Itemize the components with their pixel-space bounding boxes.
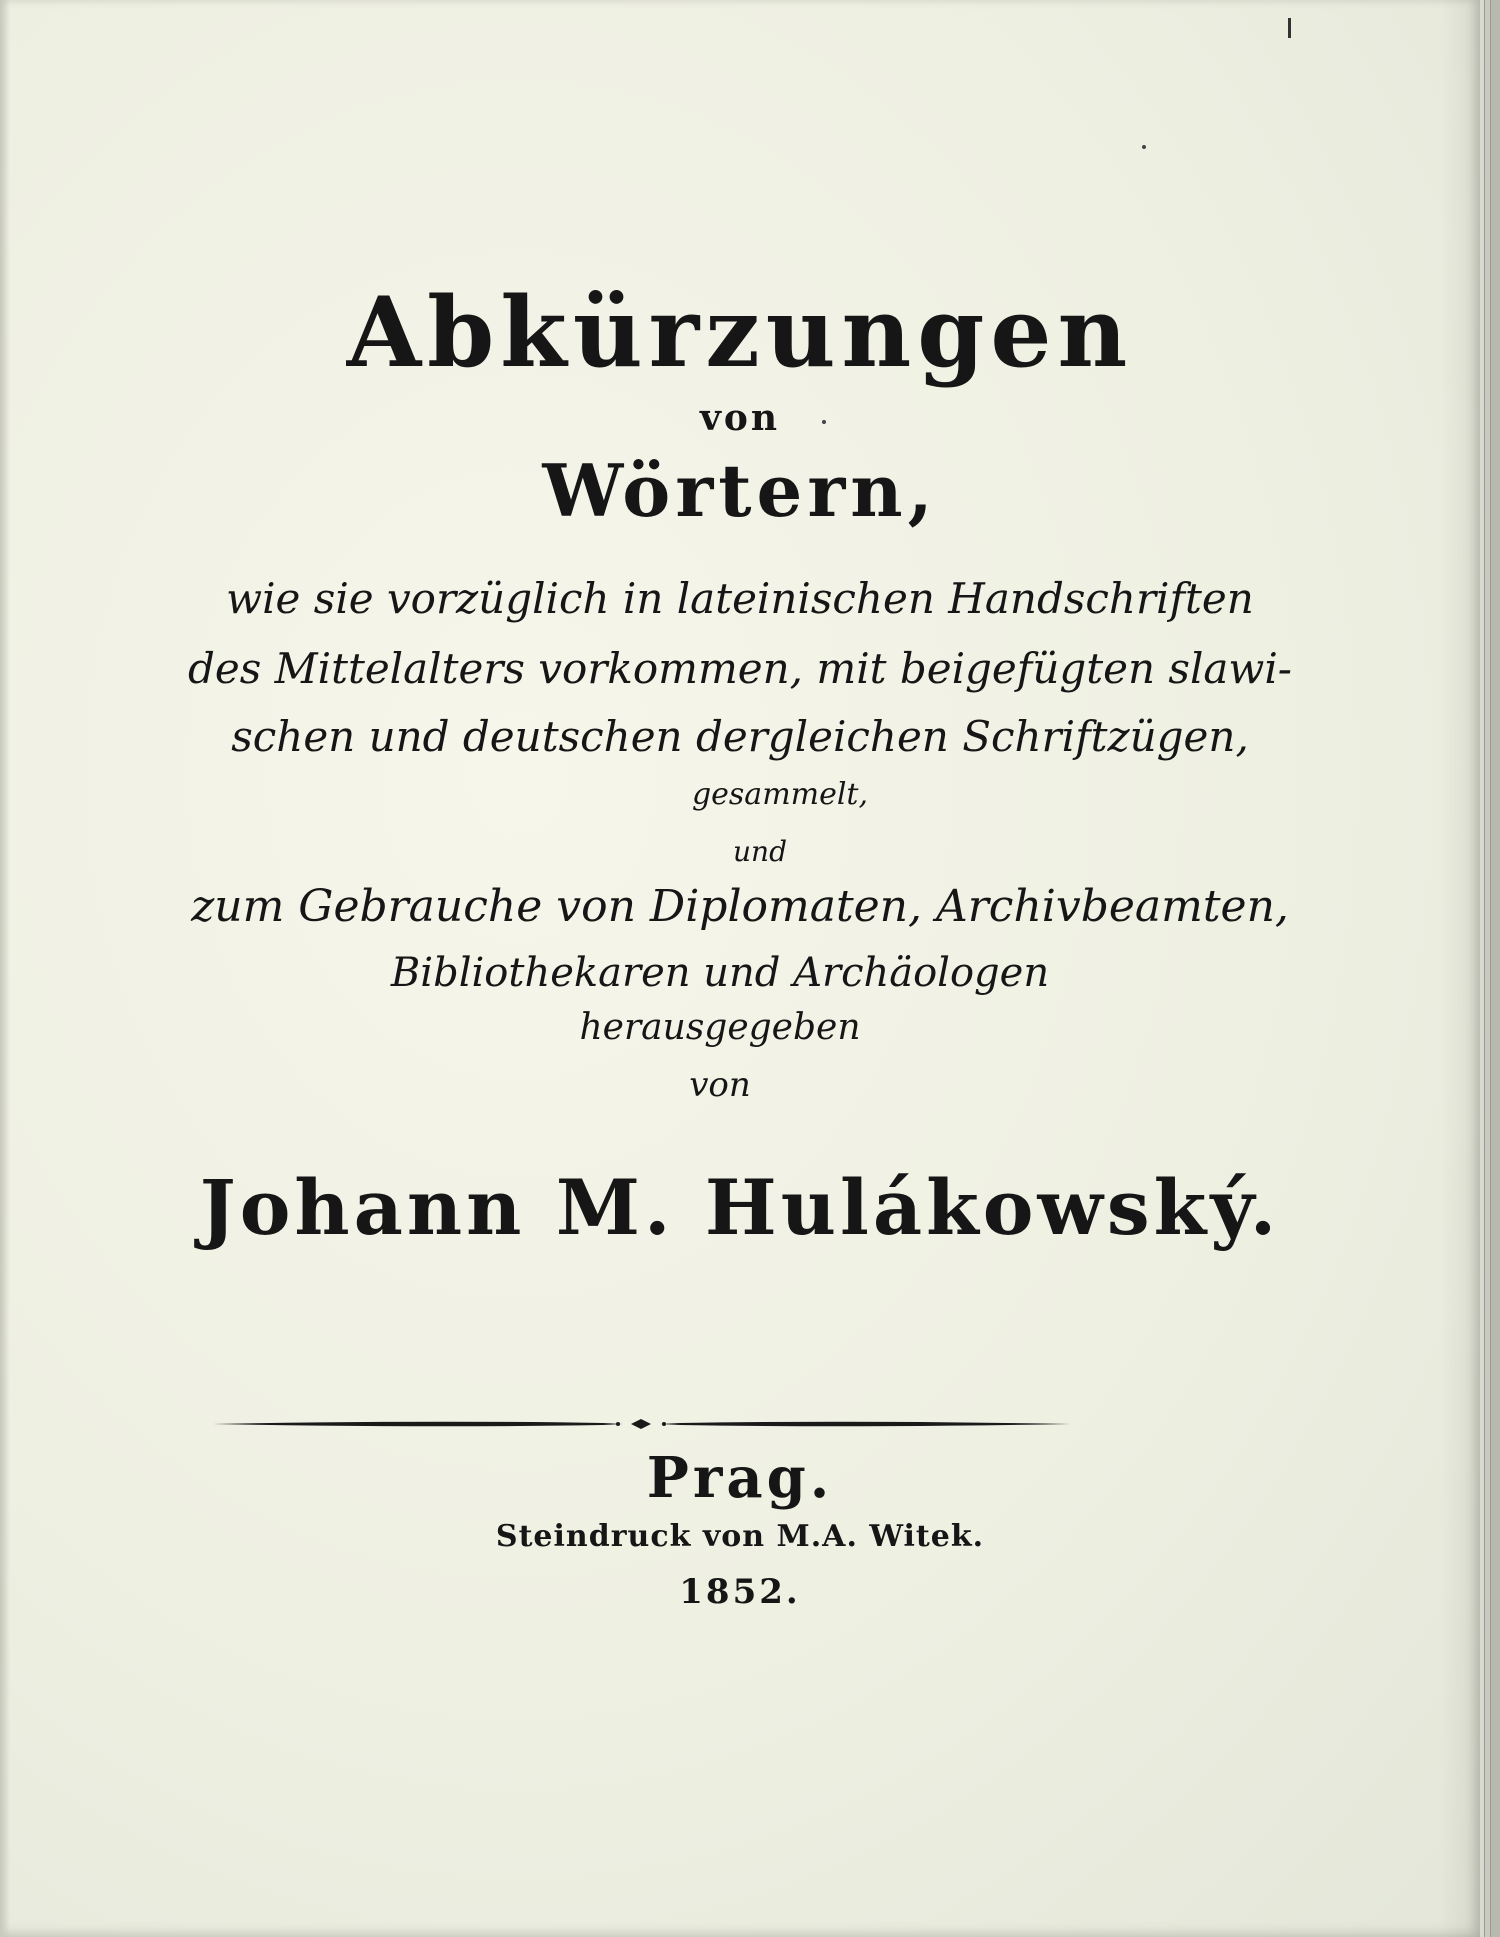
description-line-1: wie sie vorzüglich in lateinischen Handschriften — [226, 574, 1254, 623]
ink-dot — [1142, 145, 1146, 149]
und-word: und — [733, 835, 787, 868]
usage-line-2: Bibliothekaren und Archäologen — [390, 950, 1050, 996]
description-line-2: des Mittelalters vorkommen, mit beigefügten slawi- — [187, 644, 1293, 693]
ornamental-divider — [213, 1418, 1070, 1430]
subtitle-word: Wörtern, — [542, 448, 938, 533]
description-line-3: schen und deutschen dergleichen Schriftzügen, — [231, 712, 1249, 761]
herausgegeben-word: herausgegeben — [579, 1007, 861, 1048]
imprint-place: Prag. — [646, 1445, 834, 1511]
imprint-year: 1852. — [679, 1572, 801, 1612]
page-mark — [1288, 18, 1291, 38]
usage-line-1: zum Gebrauche von Diplomaten, Archivbeamten, — [191, 881, 1289, 932]
von-word: von — [699, 397, 781, 439]
page-edge — [1490, 0, 1500, 1937]
author-name: Johann M. Hulákowský. — [199, 1163, 1281, 1252]
imprint-printer: Steindruck von M.A. Witek. — [495, 1519, 985, 1554]
gesammelt-word: gesammelt, — [691, 777, 869, 812]
von-word-2: von — [689, 1065, 751, 1105]
book-title: Abkürzungen — [346, 276, 1134, 389]
